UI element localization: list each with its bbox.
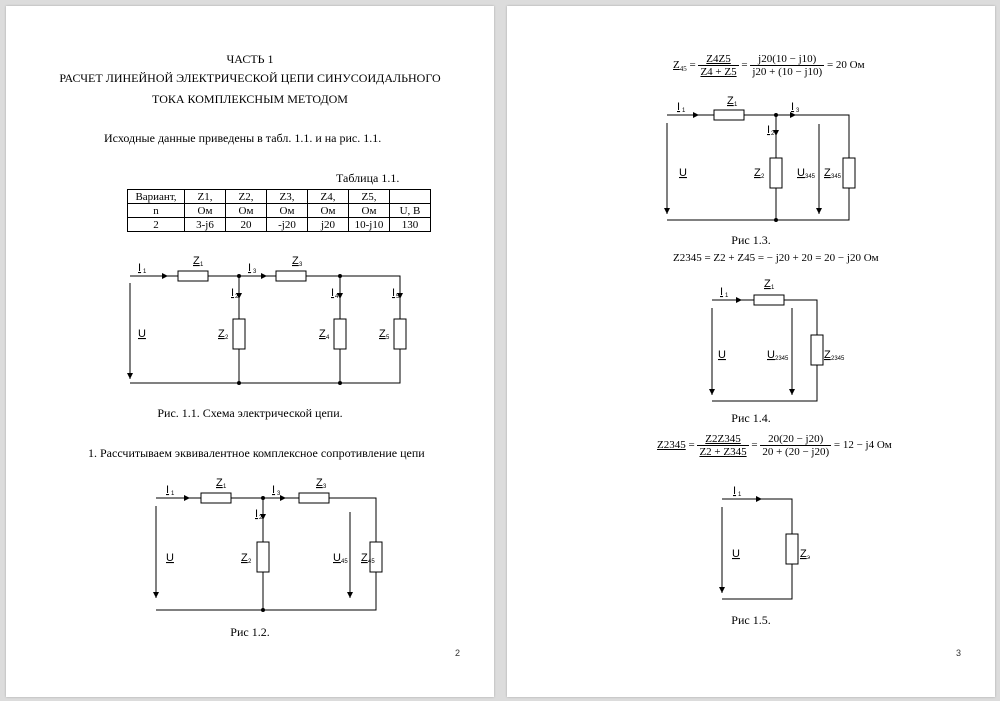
subscript: 3 bbox=[323, 484, 327, 490]
current-label-i1: I bbox=[720, 286, 724, 298]
table-cell: j20 bbox=[308, 218, 349, 232]
impedance-label-z2345: Z bbox=[824, 349, 831, 361]
subscript: 1 bbox=[682, 108, 686, 114]
current-label-i2: I bbox=[255, 508, 259, 520]
figure-caption-1-1: Рис. 1.1. Схема электрической цепи. bbox=[157, 406, 343, 420]
subscript: 345 bbox=[805, 174, 816, 180]
fraction bbox=[750, 53, 824, 78]
fraction-denominator: Z2 + Z345 bbox=[699, 446, 747, 458]
subscript: 3 bbox=[299, 262, 303, 268]
formula-result: = 20 Ом bbox=[826, 59, 865, 72]
circuit-diagram-fig-1-4 bbox=[702, 271, 852, 411]
table-header-cell: Ом bbox=[267, 204, 308, 218]
table-header-cell: U, В bbox=[390, 204, 431, 218]
impedance-label-z1: Z bbox=[764, 278, 771, 290]
circuit-diagram-fig-1-2 bbox=[146, 476, 386, 616]
subscript: 1 bbox=[771, 285, 775, 291]
subscript: 45 bbox=[341, 559, 348, 565]
table-header-cell: Z2, bbox=[226, 190, 267, 204]
fraction bbox=[697, 433, 748, 458]
title-line-1: РАСЧЕТ ЛИНЕЙНОЙ ЭЛЕКТРИЧЕСКОЙ ЦЕПИ СИНУСОИДАЛЬНОГО bbox=[59, 71, 441, 85]
figure-caption-1-5: Рис 1.5. bbox=[731, 613, 771, 627]
title-line-2: ТОКА КОМПЛЕКСНЫМ МЕТОДОМ bbox=[152, 92, 348, 106]
table-cell: 130 bbox=[390, 218, 431, 232]
current-label-i2: I bbox=[767, 124, 771, 136]
table-header-cell: Ом bbox=[226, 204, 267, 218]
table-cell: 3-j6 bbox=[185, 218, 226, 232]
impedance-label-z345: Z bbox=[824, 167, 831, 179]
voltage-label-u2345: U bbox=[767, 349, 775, 361]
current-label-i2: I bbox=[231, 287, 235, 299]
fraction-denominator: 20 + (20 − j20) bbox=[762, 446, 830, 458]
subscript: 45 bbox=[368, 559, 375, 565]
voltage-label-u: U bbox=[166, 552, 174, 564]
current-label-i1: I bbox=[677, 101, 681, 113]
voltage-label-u: U bbox=[732, 548, 740, 560]
subscript: 3 bbox=[277, 491, 281, 497]
table-header-cell: Z3, bbox=[267, 190, 308, 204]
figure-caption-1-2: Рис 1.2. bbox=[230, 625, 270, 639]
formula-z-eq: Z2345 = $\frac{Z2Z345}{Z2 + Z345}$ = $\frac{20(20 - j20)}{20 + (20 - j20)}$ = 12 − j4 Ом bbox=[657, 433, 892, 458]
step-1-text: 1. Рассчитываем эквивалентное комплексное сопротивление цепи bbox=[88, 446, 425, 460]
current-label-i1: I bbox=[166, 484, 170, 496]
formula-lhs-subscript: 45 bbox=[679, 65, 687, 74]
impedance-label-z2: Z bbox=[241, 552, 248, 564]
fraction-numerator: j20(10 − j10) bbox=[750, 53, 824, 66]
subscript: 2345 bbox=[831, 356, 845, 362]
impedance-label-z-eq: Z bbox=[800, 548, 807, 560]
current-label-i1: I bbox=[733, 485, 737, 497]
impedance-label-z5: Z bbox=[379, 328, 386, 340]
impedance-label-z3: Z bbox=[292, 255, 299, 267]
table-header-row-1 bbox=[128, 190, 431, 204]
circuit-diagram-fig-1-5 bbox=[712, 481, 812, 606]
table-caption: Таблица 1.1. bbox=[336, 171, 400, 185]
table-cell: 2 bbox=[128, 218, 185, 232]
fraction bbox=[698, 53, 738, 78]
subscript: 2 bbox=[259, 515, 263, 521]
subscript: 5 bbox=[396, 294, 400, 300]
formula-result: = 12 − j4 Ом bbox=[833, 439, 892, 452]
subscript: 2 bbox=[248, 559, 252, 565]
formula-lhs: Z2345 bbox=[657, 439, 686, 452]
impedance-label-z3: Z bbox=[316, 477, 323, 489]
figure-caption-1-3: Рис 1.3. bbox=[731, 233, 771, 247]
voltage-label-u: U bbox=[718, 349, 726, 361]
impedance-label-z2: Z bbox=[218, 328, 225, 340]
current-label-i3: I bbox=[248, 262, 252, 274]
current-label-i3: I bbox=[272, 484, 276, 496]
table-header-cell: n bbox=[128, 204, 185, 218]
page-number: 3 bbox=[956, 648, 962, 658]
impedance-label-z1: Z bbox=[727, 95, 734, 107]
table-header-cell bbox=[390, 190, 431, 204]
intro-paragraph: Исходные данные приведены в табл. 1.1. и на рис. 1.1. bbox=[104, 131, 382, 145]
subscript: 2 bbox=[225, 335, 229, 341]
subscript: 2 bbox=[771, 131, 775, 137]
subscript: э bbox=[807, 555, 811, 561]
subscript: 1 bbox=[171, 491, 175, 497]
subscript: 2345 bbox=[775, 356, 789, 362]
table-row bbox=[128, 218, 431, 232]
subscript: 1 bbox=[725, 293, 729, 299]
current-label-i1: I bbox=[138, 262, 142, 274]
document-page-3 bbox=[507, 6, 995, 697]
impedance-label-z2: Z bbox=[754, 167, 761, 179]
fraction-denominator: j20 + (10 − j10) bbox=[752, 66, 823, 78]
fraction-numerator: Z2Z345 bbox=[697, 433, 748, 446]
subscript: 3 bbox=[253, 269, 257, 275]
subscript: 1 bbox=[734, 102, 738, 108]
subscript: 4 bbox=[335, 294, 339, 300]
subscript: 1 bbox=[738, 492, 742, 498]
subscript: 3 bbox=[796, 108, 800, 114]
current-label-i5: I bbox=[392, 287, 396, 299]
part-heading: ЧАСТЬ 1 bbox=[226, 52, 274, 66]
fraction-numerator: Z4Z5 bbox=[698, 53, 738, 66]
voltage-label-u: U bbox=[679, 167, 687, 179]
document-page-2 bbox=[6, 6, 494, 697]
formula-z45: $Z_{45}$ = $\frac{Z4Z5}{Z4 + Z5}$ = $\frac{j20(10 - j10)}{j20 + (10 - j10)}$ = 20 Ом bbox=[673, 53, 865, 78]
voltage-label-u345: U bbox=[797, 167, 805, 179]
fraction bbox=[760, 433, 831, 458]
voltage-label-u: U bbox=[138, 328, 146, 340]
impedance-label-z45: Z bbox=[361, 552, 368, 564]
voltage-label-u45: U bbox=[333, 552, 341, 564]
subscript: 345 bbox=[831, 174, 842, 180]
table-header-row-2 bbox=[128, 204, 431, 218]
subscript: 2 bbox=[235, 294, 239, 300]
variant-table bbox=[127, 189, 431, 232]
table-header-cell: Ом bbox=[349, 204, 390, 218]
fraction-numerator: 20(20 − j20) bbox=[760, 433, 831, 446]
impedance-label-z1: Z bbox=[193, 255, 200, 267]
formula-z2345: Z2345 = Z2 + Z45 = − j20 + 20 = 20 − j20 Ом bbox=[673, 252, 879, 264]
subscript: 1 bbox=[200, 262, 204, 268]
table-header-cell: Ом bbox=[185, 204, 226, 218]
subscript: 2 bbox=[761, 174, 765, 180]
subscript: 5 bbox=[386, 335, 390, 341]
subscript: 4 bbox=[326, 335, 330, 341]
table-header-cell: Z4, bbox=[308, 190, 349, 204]
page-number: 2 bbox=[455, 648, 461, 658]
fraction-denominator: Z4 + Z5 bbox=[700, 66, 737, 78]
table-cell: 10-j10 bbox=[349, 218, 390, 232]
impedance-label-z4: Z bbox=[319, 328, 326, 340]
impedance-label-z1: Z bbox=[216, 477, 223, 489]
circuit-diagram-fig-1-1 bbox=[116, 251, 416, 396]
table-header-cell: Z1, bbox=[185, 190, 226, 204]
subscript: 1 bbox=[143, 269, 147, 275]
current-label-i4: I bbox=[331, 287, 335, 299]
formula-lhs: Z bbox=[673, 59, 680, 72]
table-header-cell: Ом bbox=[308, 204, 349, 218]
current-label-i3: I bbox=[791, 101, 795, 113]
figure-caption-1-4: Рис 1.4. bbox=[731, 411, 771, 425]
table-header-cell: Вариант, bbox=[128, 190, 185, 204]
table-cell: -j20 bbox=[267, 218, 308, 232]
table-cell: 20 bbox=[226, 218, 267, 232]
subscript: 1 bbox=[223, 484, 227, 490]
table-header-cell: Z5, bbox=[349, 190, 390, 204]
circuit-diagram-fig-1-3 bbox=[657, 96, 857, 226]
